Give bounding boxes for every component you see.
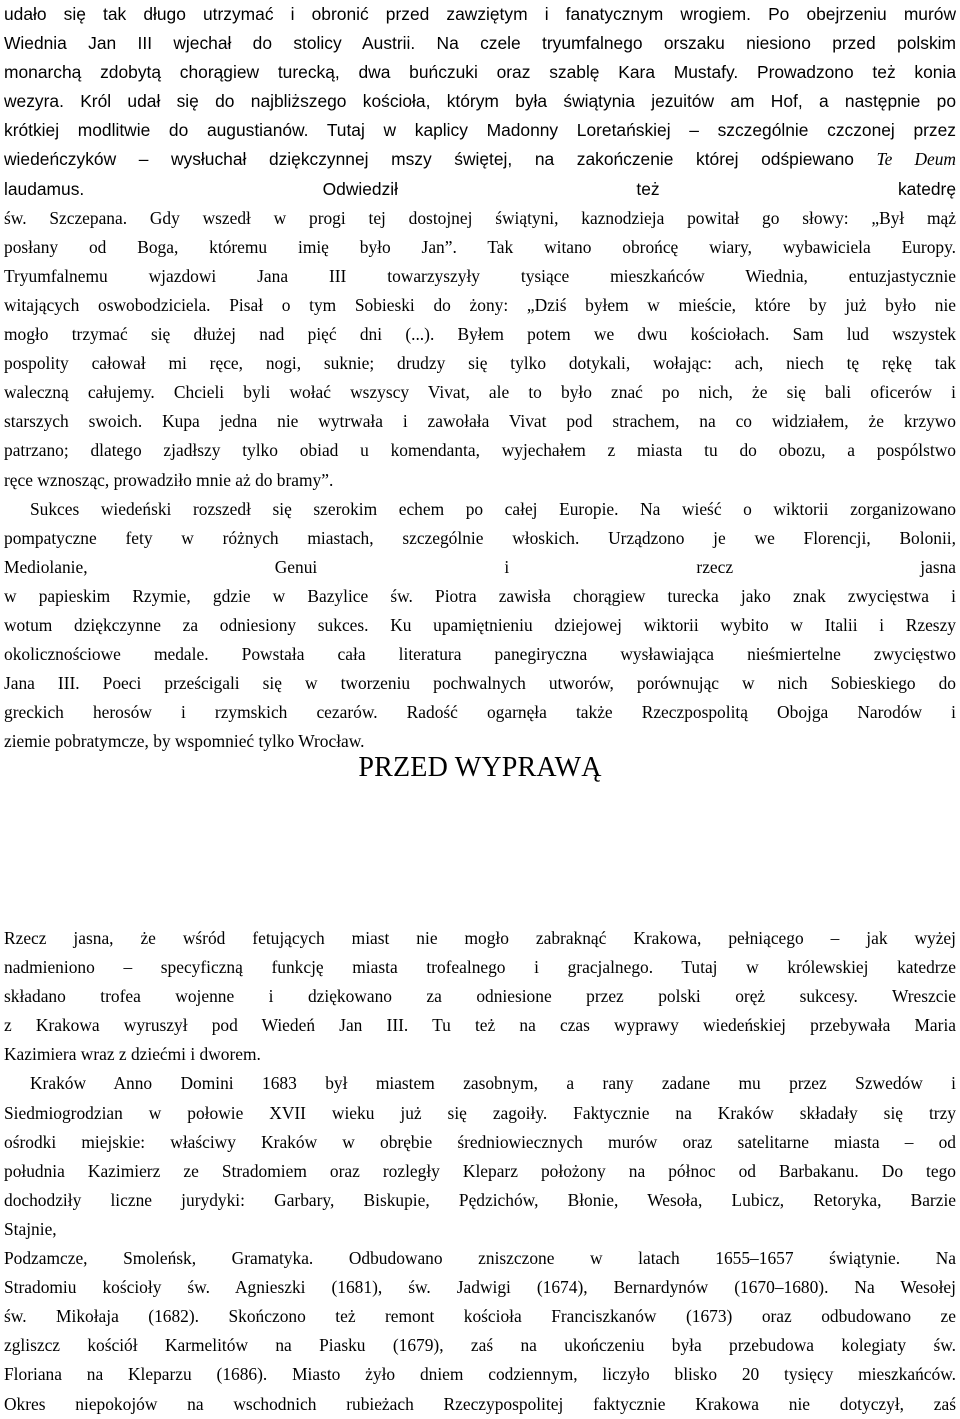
text-line: Wiednia Jan III wjechał do stolicy Austrii. Na czele tryumfalnego orszaku niesiono przed polskim xyxy=(4,33,956,54)
text-line: Kraków Anno Domini 1683 był miastem zasobnym, a rany zadane mu przez Szwedów i xyxy=(30,1073,956,1094)
section-b-text xyxy=(4,924,956,1419)
text-line: pompatyczne fety w różnych miastach, szczególnie włoskich. Urządzono je we Florencji, Bolonii, xyxy=(4,527,956,548)
text-fragment: laudamus. Odwiedził też katedrę xyxy=(4,178,956,199)
text-line: patrzano; dlatego zjadłszy tylko obiad u komendanta, wyjechałem z miasta tu do obozu, a pospólstwo xyxy=(4,440,956,461)
text-line: krótkiej modlitwie do augustianów. Tutaj w kaplicy Madonny Loretańskiej – szczególnie czczonej przez xyxy=(4,120,956,141)
text-fragment: wiedeńczyków – wysłuchał dziękczynnej mszy świętej, na zakończenie której odśpiewano xyxy=(4,149,877,170)
text-line: wotum dziękczynne za odniesiony sukces. Ku upamiętnieniu dziejowej wiktorii wybito w Italii i Rzeszy xyxy=(4,614,956,635)
text-line: Kazimiera wraz z dziećmi i dworem. xyxy=(4,1044,261,1065)
text-line: Stradomiu kościoły św. Agnieszki (1681), św. Jadwigi (1674), Bernardynów (1670–1680). Na Wesołej xyxy=(4,1277,956,1298)
text-line: okolicznościowe medale. Powstała cała literatura panegiryczna wysławiająca nieśmiertelne zwycięstwo xyxy=(4,644,956,665)
text-line: Siedmiogrodzian w połowie XVII wieku już się zagoiły. Faktycznie na Kraków składały się trzy xyxy=(4,1102,956,1123)
text-line: św. Mikołaja (1682). Skończono też remont kościoła Franciszkanów (1673) oraz odbudowano ze xyxy=(4,1306,956,1327)
text-line: udało się tak długo utrzymać i obronić przed zawziętym i fanatycznym wrogiem. Po obejrzeniu murów xyxy=(4,4,956,24)
text-line: zgliszcz kościół Karmelitów na Piasku (1679), zaś na ukończeniu była przebudowa kolegiaty św. xyxy=(4,1335,956,1356)
text-line: południa Kazimierz ze Stradomiem oraz rozległy Kleparz położony na północ od Barbakanu. Do tego xyxy=(4,1160,956,1181)
text-line: Stajnie, xyxy=(4,1218,57,1239)
text-line: Sukces wiedeński rozszedł się szerokim echem po całej Europie. Na wieść o wiktorii zorganizowano xyxy=(30,498,956,519)
text-line: Floriana na Kleparzu (1686). Miasto żyło dniem codziennym, liczyło blisko 20 tysięcy mieszkańców. xyxy=(4,1364,956,1385)
text-line: ziemie pobratymcze, by wspomnieć tylko Wrocław. xyxy=(4,731,365,752)
text-line: dochodziły liczne jurydyki: Garbary, Biskupie, Pędzichów, Błonie, Wesoła, Lubicz, Retoryka, Barzie xyxy=(4,1189,956,1210)
text-line: w papieskim Rzymie, gdzie w Bazylice św. Piotra zawisła chorągiew turecka jako znak zwycięstwa i xyxy=(4,585,956,606)
text-line: Rzecz jasna, że wśród fetujących miast nie mogło zabraknąć Krakowa, pełniącego – jak wyżej xyxy=(4,928,956,948)
text-line: Podzamcze, Smoleńsk, Gramatyka. Odbudowano zniszczone w latach 1655–1657 świątynie. Na xyxy=(4,1248,956,1269)
text-line: Okres niepokojów na wschodnich rubieżach Rzeczypospolitej faktycznie Krakowa nie dotyczył, zaś xyxy=(4,1393,956,1414)
section-heading: PRZED WYPRAWĄ xyxy=(358,752,602,783)
text-line-with-italic xyxy=(4,145,956,174)
text-line: starszych swoich. Kupa jedna nie wytrwała i zawołała Vivat pod strachem, na co widziałem, że krzywo xyxy=(4,411,956,432)
text-line: ręce wznosząc, prowadziło mnie aż do bramy”. xyxy=(4,469,334,490)
text-line: składano trofea wojenne i dziękowano za odniesione przez polski oręż sukcesy. Wreszcie xyxy=(4,986,956,1007)
italic-title: Te Deum xyxy=(876,149,956,170)
section-a-text xyxy=(4,0,956,756)
text-line: mogło trzymać się dłużej nad pięć dni (...). Byłem potem we dwu kościołach. Sam lud wszystek xyxy=(4,324,956,345)
text-line: pospolity całował mi ręce, nogi, suknie; drudzy się tylko dotykali, wołając: ach, niech tę rękę tak xyxy=(4,353,956,374)
text-line: Mediolanie, Genui i rzecz jasna xyxy=(4,556,956,577)
text-line: greckich herosów i rzymskich cezarów. Radość ogarnęła także Rzeczpospolitą Obojga Narodów i xyxy=(4,702,956,723)
text-line: Tryumfalnemu wjazdowi Jana III towarzyszyły tysiące mieszkańców Wiednia, entuzjastycznie xyxy=(4,265,956,286)
text-line: posłany od Boga, któremu imię było Jan”. Tak witano obrońcę wiary, wybawiciela Europy. xyxy=(4,236,956,257)
text-line: waleczną całujemy. Chcieli byli wołać wszyscy Vivat, ale to było znać po nich, że się bali oficerów i xyxy=(4,382,956,403)
text-line: wezyra. Król udał się do najbliższego kościoła, którym była świątynia jezuitów am Hof, a następnie po xyxy=(4,91,956,112)
text-line: z Krakowa wyruszył pod Wiedeń Jan III. Tu też na czas wyprawy wiedeńskiej przebywała Maria xyxy=(4,1015,956,1036)
text-line: św. Szczepana. Gdy wszedł w progi tej dostojnej świątyni, kaznodzieja powitał go słowy: „Był mąż xyxy=(4,207,956,228)
text-line: nadmieniono – specyficzną funkcję miasta trofealnego i gracjalnego. Tutaj w królewskiej katedrze xyxy=(4,957,956,978)
text-line: Jana III. Poeci prześcigali się w tworzeniu pochwalnych utworów, porównując w nich Sobieskiego do xyxy=(4,673,956,694)
text-line: ośrodki miejskie: właściwy Kraków w obrębie średniowiecznych murów oraz satelitarne miasta – od xyxy=(4,1131,956,1152)
text-line: monarchą zdobytą chorągiew turecką, dwa buńczuki oraz szablę Kara Mustafy. Prowadzono też konia xyxy=(4,62,956,83)
text-line: witających oswobodziciela. Pisał o tym Sobieski do żony: „Dziś byłem w mieście, które by już było nie xyxy=(4,294,956,315)
text-line xyxy=(4,175,956,204)
